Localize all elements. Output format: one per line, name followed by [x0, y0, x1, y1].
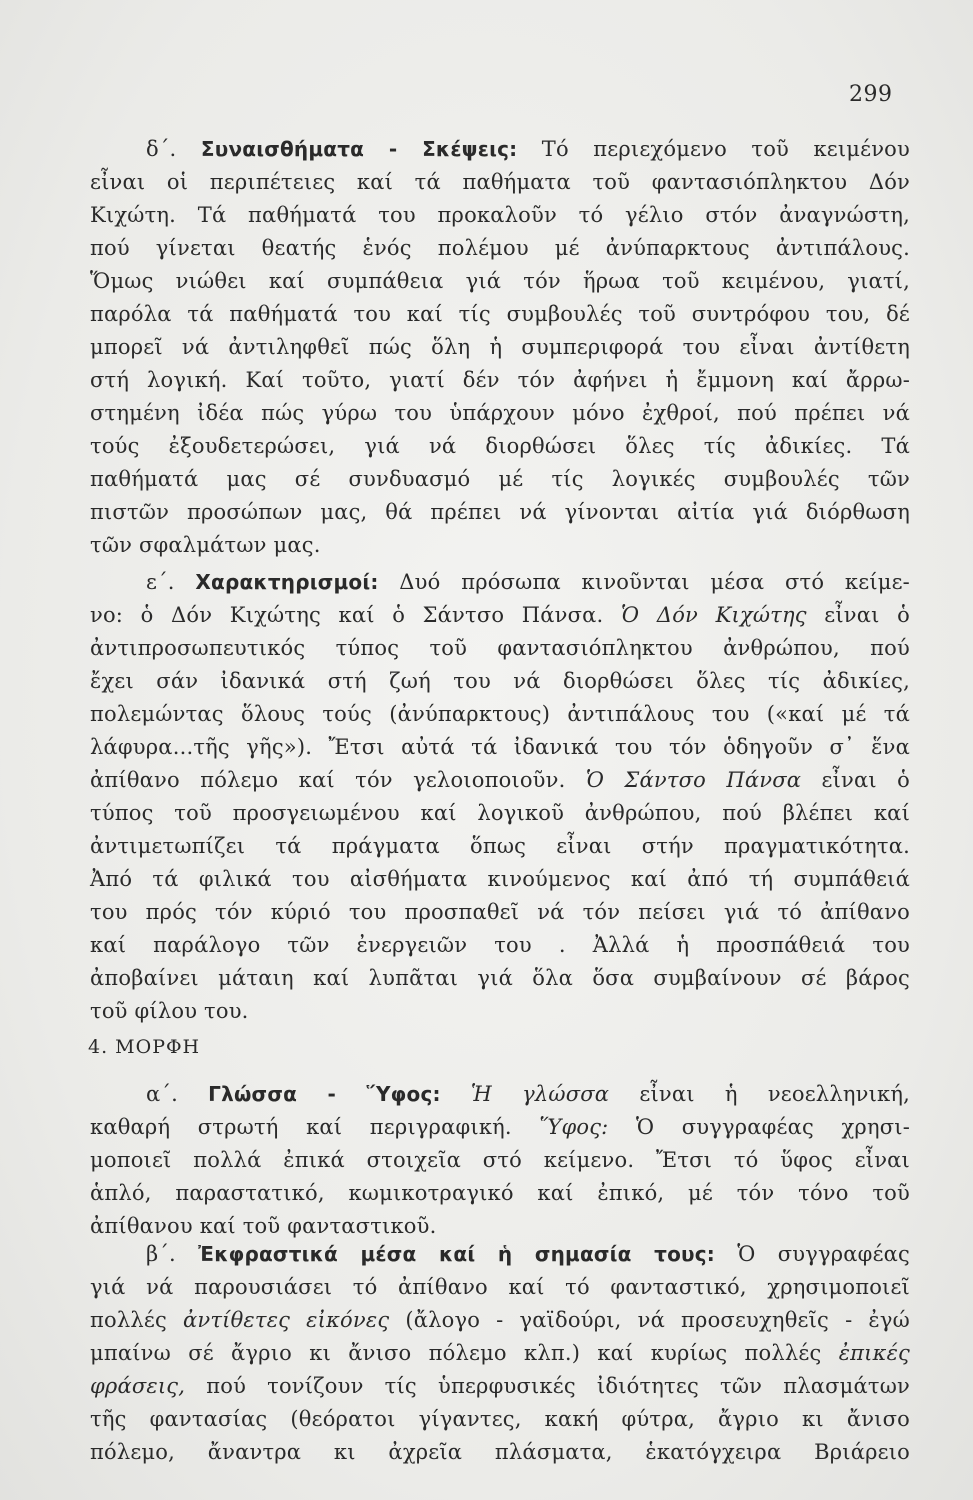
italic-term: ἐπικές: [838, 1341, 910, 1365]
text-span: μπαίνω σέ ἄγριο κι ἄνισο πόλεμο κλπ.) καί κυρίως πολλές: [90, 1341, 822, 1365]
text-line: τύπος τοῦ προσγειωμένου καί λογικοῦ ἀνθρώπου, πού βλέπει καί: [90, 801, 910, 825]
text-line: Ὅμως νιώθει καί συμπάθεια γιά τόν ἥρωα τοῦ κειμένου, γιατί,: [90, 269, 910, 293]
section-delta-first-line: [90, 133, 910, 166]
text-span: Ὁ συγγραφέας χρησι-: [635, 1115, 910, 1139]
text-line: ἀντιπροσωπευτικός τύπος τοῦ φαντασιόπληκτου ἀνθρώπου, πού: [90, 636, 910, 660]
section-epsilon-text: Δυό πρόσωπα κινοῦνται μέσα στό κείμε-: [399, 570, 910, 594]
text-line: πόλεμο, ἄναντρα κι ἀχρεῖα πλάσματα, ἑκατόγχειρα Βριάρειο: [90, 1440, 910, 1464]
text-line: τούς ἐξουδετερώσει, γιά νά διορθώσει ὅλες τίς ἀδικίες. Τά: [90, 434, 910, 458]
italic-term: ἀντίθετες εἰκόνες: [182, 1308, 390, 1332]
section-alpha-first-line: [90, 1078, 910, 1111]
text-line: εἶναι οἱ περιπέτειες καί τά παθήματα τοῦ φαντασιόπληκτου Δόν: [90, 170, 910, 194]
text-line: στημένη ἰδέα πώς γύρω του ὑπάρχουν μόνο ἐχθροί, πού πρέπει νά: [90, 401, 910, 425]
text-line: [90, 1304, 910, 1337]
text-line: του πρός τόν κύριό του προσπαθεῖ νά τόν πείσει γιά τό ἀπίθανο: [90, 900, 910, 924]
text-line: μοποιεῖ πολλά ἐπικά στοιχεῖα στό κείμενο. Ἔτσι τό ὕφος εἶναι: [90, 1148, 910, 1172]
text-span: εἶναι ὁ: [821, 768, 910, 792]
text-line: [90, 1337, 910, 1370]
text-span: καθαρή στρωτή καί περιγραφική.: [90, 1115, 512, 1139]
text-line: ἁπλό, παραστατικό, κωμικοτραγικό καί ἐπικό, μέ τόν τόνο τοῦ: [90, 1181, 910, 1205]
text-line: [90, 764, 910, 797]
text-line: ἀντιμετωπίζει τά πράγματα ὅπως εἶναι στήν πραγματικότητα.: [90, 834, 910, 858]
italic-name: Ὁ Δόν Κιχώτης: [621, 603, 807, 627]
text-line: στή λογική. Καί τοῦτο, γιατί δέν τόν ἀφήνει ἡ ἔμμονη καί ἄρρω-: [90, 368, 910, 392]
text-line: τῆς φαντασίας (θεόρατοι γίγαντες, κακή φύτρα, ἄγριο κι ἄνισο: [90, 1407, 910, 1431]
text-line: πιστῶν προσώπων μας, θά πρέπει νά γίνονται αἰτία γιά διόρθωση: [90, 500, 910, 524]
section-beta-text: Ὁ συγγραφέας: [737, 1242, 910, 1266]
section-epsilon: [90, 566, 910, 1028]
text-line: ἀποβαίνει μάταιη καί λυπᾶται γιά ὅλα ὅσα συμβαίνουν σέ βάρος: [90, 966, 910, 990]
section-epsilon-label: Χαρακτηρισμοί:: [195, 570, 379, 594]
text-span: εἶναι ὁ: [824, 603, 910, 627]
text-line: τοῦ φίλου του.: [90, 999, 249, 1023]
text-span: ἀπίθανο πόλεμο καί τόν γελοιοποιοῦν.: [90, 768, 566, 792]
text-line: πολεμώντας ὅλους τούς (ἀνύπαρκτους) ἀντιπάλους του («καί μέ τά: [90, 702, 910, 726]
text-span: (ἄλογο - γαϊδούρι, νά προσευχηθεῖς - ἐγώ: [405, 1308, 910, 1332]
section-delta: [90, 133, 910, 562]
text-line: [90, 599, 910, 632]
section-epsilon-first-line: [90, 566, 910, 599]
section-delta-text: Τό περιεχόμενο τοῦ κειμένου: [541, 137, 910, 161]
text-line: πού γίνεται θεατής ἑνός πολέμου μέ ἀνύπαρκτους ἀντιπάλους.: [90, 236, 910, 260]
section-beta-label: Ἐκφραστικά μέσα καί ἡ σημασία τους:: [198, 1242, 715, 1266]
section-alpha-marker: α΄.: [146, 1082, 178, 1106]
section-delta-label: Συναισθήματα - Σκέψεις:: [200, 137, 518, 161]
text-span: πού τονίζουν τίς ὑπερφυσικές ἰδιότητες τῶν πλασμάτων: [206, 1374, 910, 1398]
text-line: [90, 1111, 910, 1144]
section-beta: [90, 1238, 910, 1469]
text-line: Κιχώτη. Τά παθήματά του προκαλοῦν τό γέλιο στόν ἀναγνώστη,: [90, 203, 910, 227]
text-line: Ἀπό τά φιλικά του αἰσθήματα κινούμενος καί ἀπό τή συμπάθειά: [90, 867, 910, 891]
section-alpha: [90, 1078, 910, 1243]
section-beta-marker: β΄.: [146, 1242, 176, 1266]
text-line: ἀπίθανου καί τοῦ φανταστικοῦ.: [90, 1214, 437, 1238]
section-epsilon-marker: ε΄.: [146, 570, 175, 594]
text-line: καί παράλογο τῶν ἐνεργειῶν του . Ἀλλά ἡ προσπάθειά του: [90, 933, 910, 957]
text-line: μπορεῖ νά ἀντιληφθεῖ πώς ὅλη ἡ συμπεριφορά του εἶναι ἀντίθετη: [90, 335, 910, 359]
text-line: τῶν σφαλμάτων μας.: [90, 533, 321, 557]
text-line: λάφυρα...τῆς γῆς»). Ἔτσι αὐτά τά ἰδανικά του τόν ὁδηγοῦν σ᾽ ἕνα: [90, 735, 910, 759]
section-beta-first-line: [90, 1238, 910, 1271]
text-span: πολλές: [90, 1308, 167, 1332]
text-line: γιά νά παρουσιάσει τό ἀπίθανο καί τό φανταστικό, χρησιμοποιεῖ: [90, 1275, 910, 1299]
text-line: παρόλα τά παθήματά του καί τίς συμβουλές τοῦ συντρόφου του, δέ: [90, 302, 910, 326]
section-delta-marker: δ΄.: [146, 137, 177, 161]
text-line: παθήματά μας σέ συνδυασμό μέ τίς λογικές συμβουλές τῶν: [90, 467, 910, 491]
section-alpha-text: εἶναι ἡ νεοελληνική,: [639, 1082, 910, 1106]
text-line: ἔχει σάν ἰδανικά στή ζωή του νά διορθώσει ὅλες τίς ἀδικίες,: [90, 669, 910, 693]
section-alpha-label: Γλώσσα - Ὕφος:: [208, 1082, 441, 1106]
italic-name: Ὁ Σάντσο Πάνσα: [585, 768, 802, 792]
page-number: 299: [849, 82, 893, 107]
section-heading: 4. ΜΟΡΦΗ: [88, 1036, 201, 1058]
text-line: [90, 1370, 910, 1403]
italic-term: Ἡ γλώσσα: [470, 1082, 610, 1106]
text-span: νο: ὁ Δόν Κιχώτης καί ὁ Σάντσο Πάνσα.: [90, 603, 604, 627]
italic-term: φράσεις,: [90, 1374, 186, 1398]
italic-term: Ὕφος:: [539, 1115, 609, 1139]
